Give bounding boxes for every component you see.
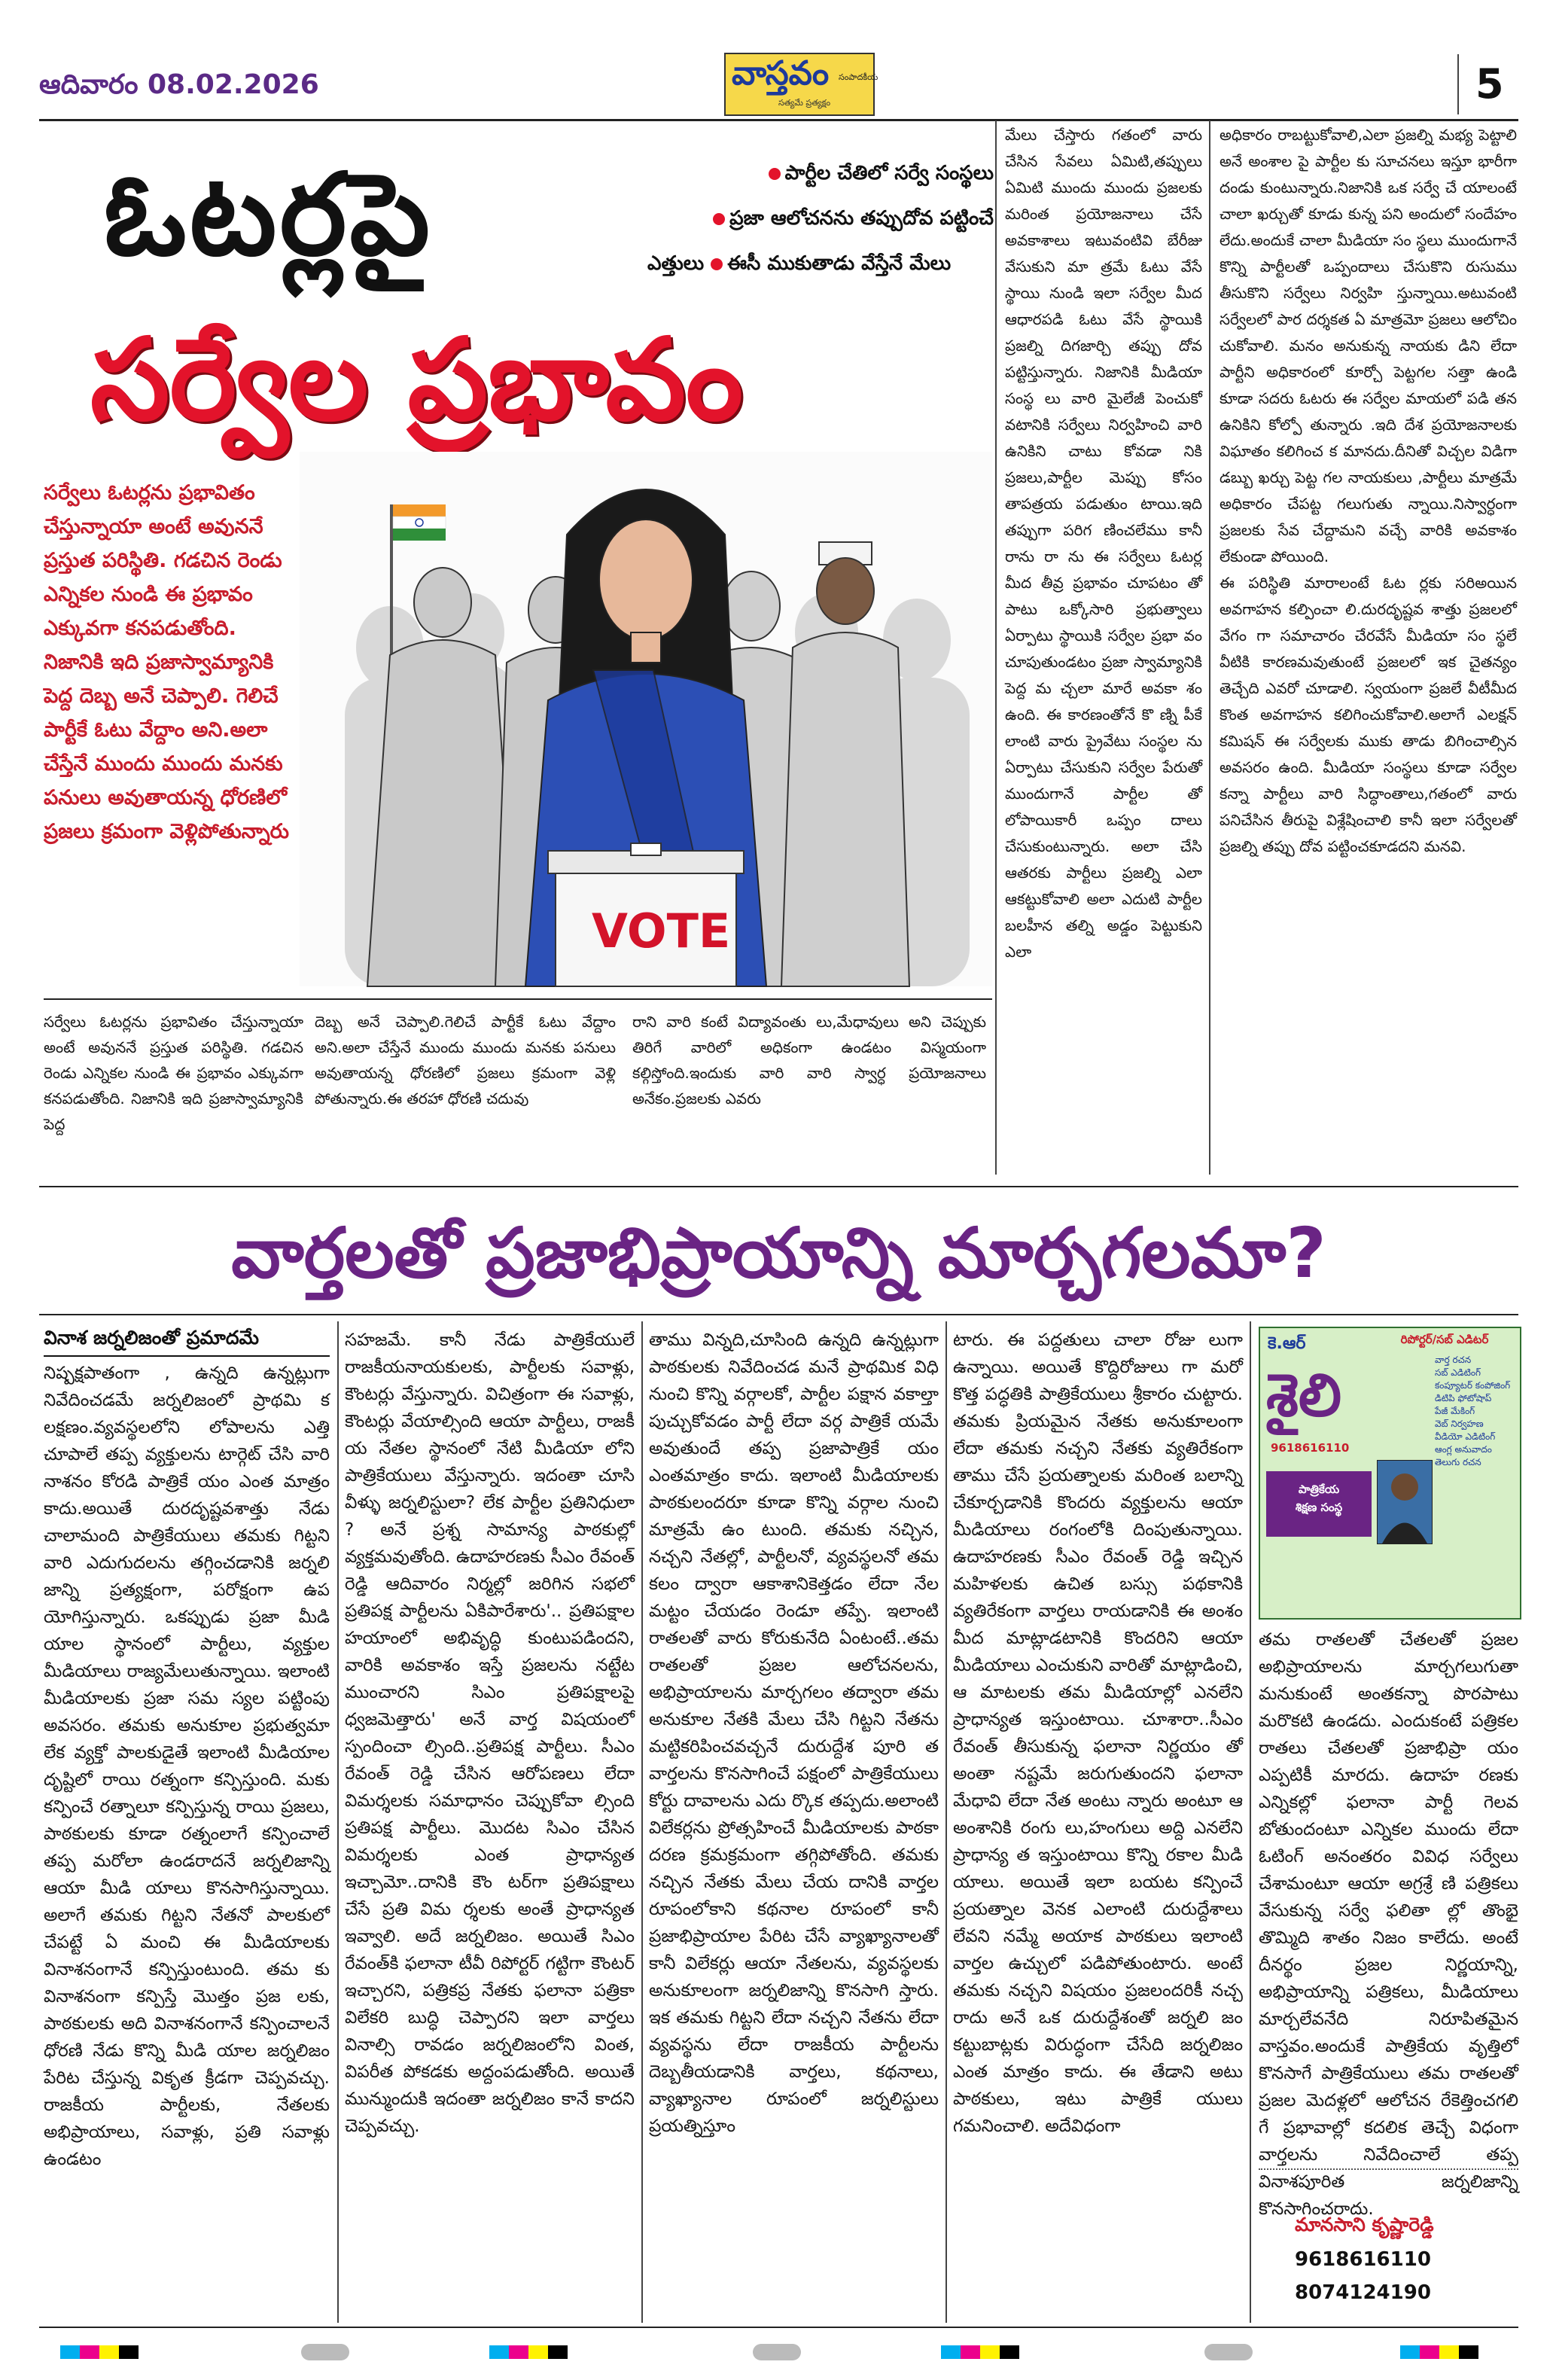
story2-subhead: వినాశ జర్నలిజంతో ప్రమాదమే [44, 1327, 330, 1357]
date-line: ఆదివారం 08.02.2026 [39, 69, 319, 100]
masthead-rule [39, 119, 1518, 121]
story1-body-col3: రాని వారి కంటే విద్యావంతు లు,మేధావులు అని చెప్పుకు తిరిగే వారిలో అధికంగా ఉండటం విస్మయంగా కల్గిస్తోంది.ఇందుకు వారి వారి స్వార్ధ ప్రయోజనాలు అనేకం.ప్రజలకు ఎవరు [632, 1013, 986, 1108]
paper-tag: సంపాదకీయ [839, 72, 878, 82]
story1-body-col4: మేలు చేస్తారు గతంలో వారు చేసిన సేవలు ఏమిటి,తప్పులు ఏమిటి ముందు ముందు ప్రజలకు మరింత ప్రయోజనాలు చేసే అవకాశాలు ఇటువంటివి బేరీజు వేసుకుని మా త్రమే ఓటు వేసే స్థాయి నుండి ఇలా సర్వేల మీద ఆధారపడి ఓటు వేసే స్థాయికి ప్రజల్ని దిగజార్చి తప్పు దోవ పట్టిస్తున్నారు. నిజానికి మీడియా సంస్థ లు వారి మైలేజీ పెంచుకో వటానికి సర్వేలు నిర్వహించి వారి ఉనికిని చాటు కోవడా నికి ప్రజలు,పార్టీల మెప్పు కోసం తాపత్రయ పడుతుం టాయి.ఇది తప్పుగా పరిగ ణించలేము కానీ రాను రా ను ఈ సర్వేలు ఓటర్ల మీద తీవ్ర ప్రభావం చూపటం తో పాటు ఒక్కోసారి ప్రభుత్వాలు ఏర్పాటు స్థాయికి సర్వేల ప్రభా వం చూపుతుండటం ప్రజా స్వామ్యానికి పెద్ద మ చ్చలా మారే అవకా శం ఉంది. ఈ కారణంతోనే కొ ణ్ని పీకే లాంటి వారు ప్రైవేటు సంస్థల ను ఏర్పాటు చేసుకుని సర్వేల పేరుతో ముందుగానే పార్టీల తో లోపాయికారీ ఒప్పం దాలు చేసుకుంటున్నారు. అలా చేసి ఆతరకు పార్టీలు ప్రజల్ని ఎలా ఆకట్టుకోవాలి అలా ఎదుటి పార్టీల బలహీన తల్ని అడ్డం పెట్టుకుని ఎలా [1005, 126, 1202, 961]
page-number: 5 [1475, 60, 1504, 108]
signature-name: మానసాని కృష్ణారెడ్డి [1295, 2214, 1434, 2235]
author-role: రిపోర్టర్/సబ్ ఎడిటర్ [1400, 1333, 1489, 1346]
col-divider [337, 1321, 339, 2323]
story1-body-col1: సర్వేలు ఓటర్లను ప్రభావితం చేస్తున్నాయా అంటే అవుననే ప్రస్తుత పరిస్థితి. గడచిన రెండు ఎన్నికల నుండి ఈ ప్రభావం ఎక్కువగా కనపడుతోంది. నిజానికి ఇది ప్రజాస్వామ్యానికి పెద్ద [44, 1013, 303, 1133]
author-caption [1266, 1471, 1372, 1537]
signature-phone-1: 9618616110 [1295, 2248, 1431, 2271]
col-divider [1209, 120, 1210, 1175]
author-services [1435, 1354, 1518, 1469]
story2-col1: నిష్పక్షపాతంగా , ఉన్నది ఉన్నట్లుగా నివేదించడమే జర్నలిజంలో ప్రాథమి క లక్షణం.వ్యవస్థలలోని లోపాలను ఎత్తి చూపాలే తప్ప వ్యక్తులను టార్గెట్ చేసి వారి నాశనం కోరడి పాత్రికే యం ఎంత మాత్రం కాదు.అయితే దురదృష్టవశాత్తు నేడు చాలామంది పాత్రికేయులు తమకు గిట్టని వారి ఎదుగుదలను తగ్గించడానికి జర్నలి జాన్ని ప్రత్యక్షంగా, పరోక్షంగా ఉప యోగిస్తున్నారు. ఒకప్పుడు ప్రజా మీడి యాల స్థానంలో పార్టీలు, వ్యక్తుల మీడియాలు రాజ్యమేలుతున్నాయి. ఇలాంటి మీడియాలకు ప్రజా సమ స్యల పట్టింపు అవసరం. తమకు అనుకూల ప్రభుత్వమా లేక వ్యక్తో పాలకుడైతే ఇలాంటి మీడియాల దృష్టిలో రాయి రత్నంగా కన్పిస్తుంది. మకు కన్పించే రత్నాలూ కన్పిస్తున్న రాయి ప్రజలు, పాఠకులకు కూడా రత్నంలాగే కన్పించాలే తప్ప మరోలా ఉండరాదనే జర్నలిజాన్ని ఆయా మీడి యాలు కొనసాగిస్తున్నాయి. అలాగే తమకు గిట్టని నేతనో పాలకులో చేపట్టే ఏ మంచి ఈ మీడియాలకు వినాశనంగానే కన్పిస్తుంటుంది. తమ కు వినాశనంగా కన్పిస్తే మొత్తం ప్రజ లకు, పాఠకులకు అది వినాశనంగానే కన్పించాలనే ధోరణి నేడు కొన్ని మీడి యాల జర్నలిజం పేరిట చేస్తున్న వికృత క్రీడగా చెప్పవచ్చు. రాజకీయ పార్టీలకు, నేతలకు అభిప్రాయాలు, సవాళ్లు, ప్రతి సవాళ్లు ఉండటం [44, 1364, 330, 2169]
vote-illustration [300, 452, 992, 986]
col-divider [945, 1321, 947, 2323]
service-item: డిటిపి ఫోటోషాప్ [1435, 1393, 1492, 1403]
story1-headline-line2: సర్వేల ప్రభావం [90, 315, 744, 446]
story1-deck [647, 151, 994, 286]
service-item: వెబ్ నిర్వహణ [1435, 1419, 1484, 1429]
page-number-divider [1457, 54, 1459, 114]
deck-bullet-icon [769, 168, 781, 180]
signature-phone-2: 8074124190 [1295, 2281, 1431, 2304]
col-divider [641, 1321, 643, 2323]
story1-intro: సర్వేలు ఓటర్లను ప్రభావితం చేస్తున్నాయా అంటే అవుననే ప్రస్తుత పరిస్థితి. గడచిన రెండు ఎన్నికల నుండి ఈ ప్రభావం ఎక్కువగా కనపడుతోంది. నిజానికి ఇది ప్రజాస్వామ్యానికి పెద్ద దెబ్బ అనే చెప్పాలి. గెలిచే పార్టీకే ఓటు వేద్దాం అని.అలా చేస్తేనే ముందు ముందు మనకు పనులు అవుతాయన్న ధోరణిలో ప్రజలు క్రమంగా వెళ్లిపోతున్నారు [44, 481, 289, 843]
author-caption-top: పాత్రికేయ [1298, 1483, 1340, 1496]
author-name-script: శైలి [1266, 1362, 1342, 1430]
signature-dots [1259, 2168, 1518, 2170]
story2-headline-rule [39, 1314, 1518, 1315]
story1-sep [44, 998, 992, 1000]
deck-bullet-icon [713, 213, 725, 225]
story1-body-col2: దెబ్బ అనే చెప్పాలి.గెలిచే పార్టీకే ఓటు వేద్దాం అని.అలా చేస్తేనే ముందు ముందు మనకు పనులు అవుతాయన్న ధోరణిలో ప్రజలు క్రమంగా వెళ్లి పోతున్నారు.ఈ తరహా ధోరణి చదువు [315, 1013, 616, 1108]
paper-subtitle: సత్యమే ప్రత్యక్షం [778, 98, 831, 108]
story1-headline-line1: ఓటర్లపై [104, 150, 434, 281]
service-item: పేజీ మేకింగ్ [1435, 1406, 1475, 1416]
deck-line-1: పార్టీల చేతిలో సర్వే సంస్థలు [647, 151, 994, 196]
deck-line-2: ప్రజా ఆలోచనను తప్పుదోవ పట్టించే [647, 196, 994, 241]
service-item: కంప్యూటర్ కంపోజింగ్ [1435, 1380, 1511, 1391]
deck-line-3: ఎత్తులు ఈసీ ముకుతాడు వేస్తేనే మేలు [647, 252, 952, 275]
story2-headline: వార్తలతో ప్రజాభిప్రాయాన్ని మార్చగలమా? [231, 1213, 1326, 1294]
author-caption-bottom: శిక్షణ సంస్థ [1295, 1501, 1343, 1514]
person-icon [1378, 1461, 1432, 1543]
story2-col2: సహజమే. కానీ నేడు పాత్రికేయులే రాజకీయనాయకులకు, పార్టీలకు సవాళ్లు, కౌంటర్లు వేస్తున్నారు. విచిత్రంగా ఈ సవాళ్లు, కౌంటర్లు వేయాల్సింది ఆయా పార్టీలు, రాజకీ య నేతల స్థానంలో నేటి మీడియా లోని పాత్రికేయులు వేస్తున్నారు. ఇదంతా చూసి వీళ్ళు జర్నలిస్టులా? లేక పార్టీల ప్రతినిధులా ? అనే ప్రశ్న సామాన్య పాఠకుల్లో వ్యక్తమవుతోంది. ఉదాహరణకు సీఎం రేవంత్ రెడ్డి ఆదివారం నిర్మల్లో జరిగిన సభలో ప్రతిపక్ష పార్టీలను ఏకిపారేశారు'.. ప్రతిపక్షాల హయాంలో అభివృద్ధి కుంటుపడిందని, వారికి అవకాశం ఇస్తే ప్రజలను నట్టేట ముంచారని సిఎం ప్రతిపక్షాలపై ధ్వజమెత్తారు' అనే వార్త విషయంలో స్పందించా ల్సింది..ప్రతిపక్ష పార్టీలు. సీఎం రేవంత్ రెడ్డి చేసిన ఆరోపణలు లేదా విమర్శలకు సమాధానం చెప్పుకోవా ల్సింది ప్రతిపక్ష పార్టీలు. మొదట సిఎం చేసిన విమర్శలకు ఎంత ప్రాధాన్యత ఇచ్చామో..దానికి కౌం టర్‌గా ప్రతిపక్షాలు చేసే ప్రతి విమ ర్శలకు అంతే ప్రాధాన్యత ఇవ్వాలి. అదే జర్నలిజం. అయితే సిఎం రేవంత్‌కి ఫలానా టీవీ రిపోర్టర్ గట్టిగా కౌంటర్ ఇచ్చారని, పత్రికప్ర నేతకు ఫలానా పత్రికా విలేకరి బుద్ధి చెప్పారని ఇలా వార్తలు వినాల్సి రావడం జర్నలిజంలోని వింత, విపరీత పోకడకు అద్దంపడుతోంది. అయితే మున్ముందుకి ఇదంతా జర్నలిజం కానే కాదని చెప్పవచ్చు. [345, 1330, 635, 2136]
col-divider [1250, 1321, 1251, 2323]
service-item: తెలుగు రచన [1435, 1457, 1481, 1467]
story2-top-rule [39, 1186, 1518, 1187]
service-item: వార్త రచన [1435, 1355, 1472, 1365]
story2-col5: తమ రాతలతో చేతలతో ప్రజల అభిప్రాయాలను మార్చగలుగుతా మనుకుంటే అంతకన్నా పొరపాటు మరొకటి ఉండదు. ఎందుకంటే పత్రికల రాతలు చేతలతో ప్రజాభిప్రా యం ఎప్పటికీ మారదు. ఉదాహ రణకు ఎన్నికల్లో ఫలానా పార్టీ గెలవ బోతుందంటూ ఎన్నికల ముందు లేదా ఓటింగ్ అనంతరం వివిధ సర్వేలు చేశామంటూ ఆయా అగ్రశ్రే ణి పత్రికలు వేసుకున్న సర్వే ఫలితా ల్లో తొంభై తొమ్మిది శాతం నిజం కాలేదు. అంటే దీనర్థం ప్రజల నిర్ణయాన్ని, అభిప్రాయాన్ని పత్రికలు, మీడియాలు మార్చలేవనేది నిరూపితమైన వాస్తవం.అందుకే పాత్రికేయ వృత్తిలో కొనసాగే పాత్రికేయులు తమ రాతలతో ప్రజల మెదళ్లలో ఆలోచన రేకెత్తించగలి గే ప్రభావాల్లో కదలిక తెచ్చే విధంగా వార్తలను నివేదించాలే తప్ప వినాశపూరిత జర్నలిజాన్ని కొనసాగించరాదు. [1259, 1630, 1518, 2219]
col-divider [995, 120, 997, 1175]
story1-body-col5: అధికారం రాబట్టుకోవాలి,ఎలా ప్రజల్ని మభ్య పెట్టాలి అనే అంశాల పై పార్టీల కు సూచనలు ఇస్తూ భారీగా దండు కుంటున్నారు.నిజానికి ఒక సర్వే చే యాలంటే చాలా ఖర్చుతో కూడు కున్న పని అందులో సందేహం లేదు.అందుకే చాలా మీడియా సం స్థలు ముందుగానే కొన్ని పార్టీలతో ఒప్పందాలు చేసుకొని రుసుము తీసుకొని సర్వేలు నిర్వహి స్తున్నాయి.అటువంటి సర్వేలలో పార దర్శకత ఏ మాత్రమో ప్రజలు ఆలోచిం చుకోవాలి. మనం అనుకున్న నాయకు డిని లేదా పార్టీని అధికారంలో కూర్చో పెట్టగల సత్తా ఉండి కూడా సదరు ఓటరు ఈ సర్వేల మాయలో పడి తన ఉనికిని కోల్పో తున్నారు .ఇది దేశ ప్రయోజనాలకు విఘాతం కలిగించ క మానదు.దీనితో విచ్చల విడిగా డబ్బు ఖర్చు పెట్ట గల నాయకులు ,పార్టీలు మాత్రమే అధికారం చేపట్ట గలుగుతు న్నాయి.నిస్వార్ధంగా ప్రజలకు సేవ చేద్దామని వచ్చే వారికి అవకాశం లేకుండా పోయింది. ఈ పరిస్థితి మారాలంటే ఓట ర్లకు సరిఅయిన అవగాహన కల్పించా లి.దురదృష్టవ శాత్తు ప్రజలలో వేగం గా సమాచారం చేరవేసే మీడియా సం స్థలే వీటికి కారణమవుతుంటే ప్రజలలో ఇక చైతన్యం తెచ్చేది ఎవరో చూడాలి. స్వయంగా ప్రజలే వీటీమీద కొంత అవగాహన కలిగించుకోవాలి.అలాగే ఎలక్షన్ కమిషన్ ఈ సర్వేలకు ముకు తాడు బిగించాల్సిన అవసరం ఉంది. మీడియా సంస్థలు కూడా సర్వేల కన్నా పార్టీలు వారి సిద్ధాంతాలు,గతంలో వారు పనిచేసిన తీరుపై విశ్లేషించాలి కానీ ఇలా సర్వేలతో ప్రజల్ని తప్పు దోవ పట్టించకూడదని మనవి. [1220, 126, 1517, 855]
story2-col3: తాము విన్నది,చూసింది ఉన్నది ఉన్నట్లుగా పాఠకులకు నివేదించడ మనే ప్రాథమిక విధి నుంచి కొన్ని వర్గాలకో, పార్టీల పక్షాన వకాల్తా పుచ్చుకోవడం పార్టీ లేదా వర్గ పాత్రికే యమే అవుతుందే తప్ప ప్రజాపాత్రికే యం ఎంతమాత్రం కాదు. ఇలాంటి మీడియాలకు పాఠకులందరూ కూడా కొన్ని వర్గాల నుంచి మాత్రమే ఉం టుంది. తమకు నచ్చిన, నచ్చని నేతల్లో, పార్టీలనో, వ్యవస్థలనో తమ కలం ద్వారా ఆకాశానికెత్తడం లేదా నేల మట్టం చేయడం రెండూ తప్పే. ఇలాంటి రాతలతో వారు కోరుకునేది ఏంటంటే..తమ రాతలతో ప్రజల ఆలోచనలను, అభిప్రాయాలను మార్చగలం తద్వారా తమ అనుకూల నేతకి మేలు చేసి గిట్టని నేతను మట్టికరిపించవచ్చనే దురుద్దేశ పూరి త వార్తలను కొనసాగించే పక్షంలో పాత్రికేయులు కోర్టు దావాలను ఎదు ర్కొక తప్పదు.అలాంటి విలేకర్లను ప్రోత్సహించే మీడియాలకు పాఠకా దరణ క్రమక్రమంగా తగ్గిపోతోంది. తమకు నచ్చిన నేతకు మేలు చేయ దానికి వార్తల రూపంలోకాని కథనాల రూపంలో కానీ ప్రజాభిప్రాయాల పేరిట చేసే వ్యాఖ్యానాలతో కానీ విలేకర్లు ఆయా నేతలను, వ్యవస్థలకు అనుకూలంగా జర్నలిజాన్ని కొనసాగి స్తారు. ఇక తమకు గిట్టని లేదా నచ్చని నేతను లేదా వ్యవస్థను లేదా రాజకీయ పార్టీలను దెబ్బతీయడానికి వార్తలు, కథనాలు, వ్యాఖ్యానాల రూపంలో జర్నలిస్టులు ప్రయత్నిస్తూం [649, 1330, 939, 2136]
service-item: వీడియో ఎడిటింగ్ [1435, 1431, 1496, 1442]
service-item: సబ్ ఎడిటింగ్ [1435, 1367, 1481, 1378]
author-name-prefix: కె.ఆర్ [1268, 1334, 1306, 1353]
paper-name: వాస్తవం [732, 54, 830, 93]
author-photo [1377, 1460, 1433, 1544]
service-item: ఆంగ్ల అనువాదం [1435, 1444, 1492, 1455]
story2-col4: టారు. ఈ పద్దతులు చాలా రోజు లుగా ఉన్నాయి. అయితే కొద్దిరోజులు గా మరో కొత్త పద్ధతికి పాత్రికేయులు శ్రీకారం చుట్టారు. తమకు ప్రియమైన నేతకు అనుకూలంగా లేదా తమకు నచ్చని నేతకు వ్యతిరేకంగా తాము చేసే ప్రయత్నాలకు మరింత బలాన్ని చేకూర్చడానికి కొందరు వ్యక్తులను ఆయా మీడియాలు రంగంలోకి దింపుతున్నాయి. ఉదాహరణకు సీఎం రేవంత్ రెడ్డి ఇచ్చిన మహిళలకు ఉచిత బస్సు పథకానికి వ్యతిరేకంగా వార్తలు రాయడానికి ఈ అంశం మీద మాట్లాడటానికి కొందరిని ఆయా మీడియాలు ఎంచుకుని వారితో మాట్లాడించి, ఆ మాటలకు తమ మీడియాల్లో ఎనలేని ప్రాధాన్యత ఇస్తుంటాయి. చూశారా..సీఎం రేవంత్ తీసుకున్న ఫలానా నిర్ణయం తో అంతా నష్టమే జరుగుతుందని ఫలానా మేధావి లేదా నేత అంటు న్నారు అంటూ ఆ అంశానికి రంగు లు,హంగులు అద్ది ఎనలేని ప్రాధాన్య త ఇస్తుంటాయి కొన్ని రకాల మీడి యాలు. అయితే ఇలా బయట కన్పించే ప్రయత్నాల వెనక ఎలాంటి దురుద్దేశాలు లేవని నమ్మే అయాక పాఠకులు ఇలాంటి వార్తల ఉచ్చులో పడిపోతుంటారు. అంటే తమకు నచ్చని విషయం ప్రజలందరికీ నచ్చ రాదు అనే ఒక దురుద్దేశంతో జర్నలి జం కట్టుబాట్లకు విరుద్ధంగా చేసేది జర్నలిజం ఎంత మాత్రం కాదు. ఈ తేడాని అటు పాఠకులు, ఇటు పాత్రికే యులు గమనించాలి. అదేవిధంగా [953, 1330, 1243, 2136]
footer-rule [39, 2327, 1518, 2328]
author-phone: 9618616110 [1271, 1441, 1350, 1455]
paper-logo [724, 53, 878, 116]
deck-bullet-icon [711, 258, 723, 270]
author-box [1259, 1327, 1521, 1620]
ballot-box-label: VOTE [592, 904, 731, 958]
